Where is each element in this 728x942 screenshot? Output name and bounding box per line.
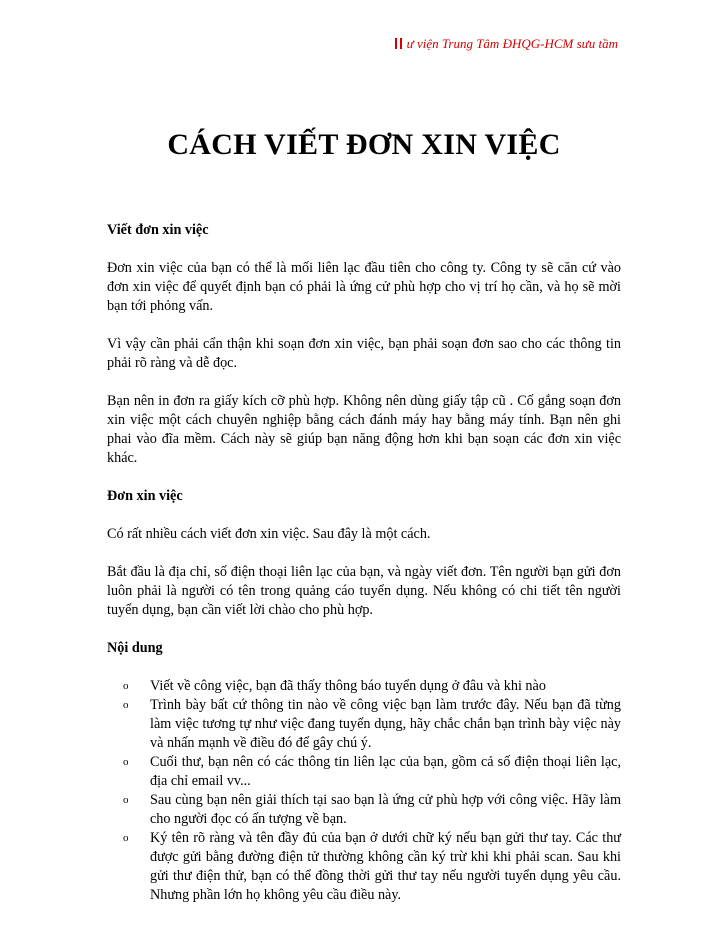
- paragraph-intro: Đơn xin việc của bạn có thể là mối liên lạc đầu tiên cho công ty. Công ty sẽ căn cứ vào đơn xin việc để quyết định bạn có phải là ứng cử phù hợp cho vị trí họ cần, và họ sẽ mời bạn tới phỏng vấn.: [107, 260, 621, 314]
- list-item-text: Trình bày bất cứ thông tin nào về công việc bạn làm trước đây. Nếu bạn đã từng làm việc tương tự như việc đang tuyển dụng, hãy chắc chắn bạn trình bày việc này và nhấn mạnh về điều đó để gây chú ý.: [150, 697, 621, 751]
- paragraph-careful: Vì vậy cần phải cẩn thận khi soạn đơn xin việc, bạn phải soạn đơn sao cho các thông tin phải rõ ràng và dễ đọc.: [107, 336, 621, 371]
- section-heading-noi-dung: Nội dung: [107, 640, 163, 656]
- section-heading-don-xin-viec: Đơn xin việc: [107, 488, 183, 504]
- list-item-text: Viết về công việc, bạn đã thấy thông báo tuyển dụng ở đâu và khi nào: [150, 678, 546, 694]
- list-item: [107, 829, 621, 905]
- document-body: [107, 221, 621, 905]
- list-item-text: Cuối thư, bạn nên có các thông tin liên lạc của bạn, gồm cả số điện thoại liên lạc, địa chỉ email vv...: [150, 754, 621, 789]
- list-item: [107, 753, 621, 791]
- header-glyph-icon: [394, 37, 404, 50]
- bullet-icon: o: [123, 794, 129, 806]
- list-item-text: Sau cùng bạn nên giải thích tại sao bạn là ứng cử phù hợp với công việc. Hãy làm cho người đọc có ấn tượng về bạn.: [150, 792, 621, 827]
- content-list: [107, 677, 621, 905]
- bullet-icon: o: [123, 832, 129, 844]
- page-header: [394, 36, 618, 52]
- list-item: [107, 696, 621, 753]
- bullet-icon: o: [123, 680, 129, 692]
- bullet-icon: o: [123, 756, 129, 768]
- document-title: CÁCH VIẾT ĐƠN XIN VIỆC: [167, 128, 561, 161]
- list-item: [107, 677, 621, 696]
- header-text: ư viện Trung Tâm ĐHQG-HCM sưu tầm: [406, 36, 618, 51]
- section-heading-viet-don: Viết đơn xin việc: [107, 222, 209, 238]
- list-item-text: Ký tên rõ ràng và tên đầy đủ của bạn ở dưới chữ ký nếu bạn gửi thư tay. Các thư được gửi bằng đường điện tử thường không cần ký trừ khi khi phải scan. Sau khi gửi thư điện thử, bạn có thể đồng thời gửi thư tay nếu người tuyển dụng yêu cầu. Nhưng phần lớn họ không yêu cầu điều này.: [150, 830, 621, 903]
- paragraph-ways: Có rất nhiều cách viết đơn xin việc. Sau đây là một cách.: [107, 526, 431, 542]
- bullet-icon: o: [123, 699, 129, 711]
- paragraph-address: Bắt đầu là địa chỉ, số điện thoại liên lạc của bạn, và ngày viết đơn. Tên người bạn gửi đơn luôn phải là người có tên trong quảng cáo tuyển dụng. Nếu không có chi tiết tên người tuyển dụng, bạn cần viết lời chào cho phù hợp.: [107, 564, 621, 618]
- list-item: [107, 791, 621, 829]
- paragraph-print: Bạn nên in đơn ra giấy kích cỡ phù hợp. Không nên dùng giấy tập cũ . Cố gắng soạn đơn xin việc một cách chuyên nghiệp bằng cách đánh máy hay bằng máy tính. Bạn nên ghi phai vào đĩa mềm. Cách này sẽ giúp bạn năng động hơn khi bạn soạn các đơn xin việc khác.: [107, 393, 621, 466]
